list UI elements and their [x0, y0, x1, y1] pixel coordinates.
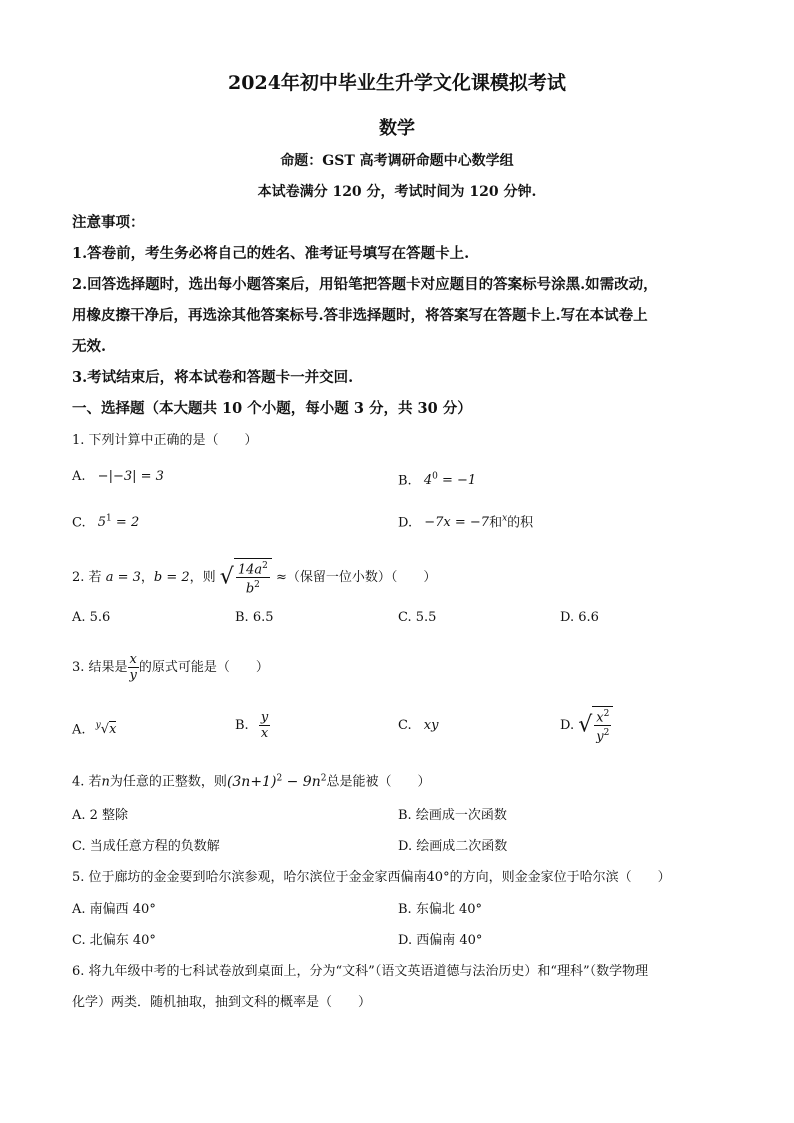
- q4-option-b: B. 绘画成一次函数: [398, 808, 507, 823]
- q2-a-eq: a = 3: [105, 569, 141, 585]
- q5-option-b: B. 东偏北 40°: [398, 902, 482, 917]
- author-line: 命题：GST 高考调研命题中心数学组: [280, 153, 514, 169]
- q2-option-c: C. 5.5: [398, 610, 437, 625]
- q4-suffix: 总是能被（ ）: [326, 774, 431, 790]
- q2-approx: ≈（保留一位小数）（ ）: [276, 569, 437, 585]
- q4-mid: 为任意的正整数，则: [109, 774, 227, 790]
- q2-option-d: D. 6.6: [560, 610, 599, 625]
- subject-title: 数学: [379, 118, 415, 139]
- q3-option-d: D. √ $\frac{x^2}{y^2}$: [560, 706, 613, 745]
- exam-title: 2024年初中毕业生升学文化课模拟考试: [228, 72, 566, 94]
- q2-radicand: $\frac{14a^2}{b^2}$: [234, 558, 272, 597]
- question-2-stem: 2. 若 a = 3，b = 2，则 √ $\frac{14a^2}{b^2}$ ≈（保留一位小数）（ ）: [72, 558, 436, 597]
- q2-option-a: A. 5.6: [72, 610, 111, 625]
- q1-option-b: B. $4^0 = -1$: [398, 472, 477, 489]
- q1-option-c: C. $5^1 = 2$: [72, 514, 140, 531]
- note-1: 1.答卷前，考生务必将自己的姓名、准考证号填写在答题卡上.: [72, 245, 470, 262]
- note-3: 3.考试结束后，将本试卷和答题卡一并交回.: [72, 369, 354, 386]
- notes-heading: 注意事项：: [72, 214, 145, 231]
- q3-option-a: A. $^y$√x: [72, 721, 117, 738]
- note-2-line-2: 用橡皮擦干净后，再选涂其他答案标号.答非选择题时，将答案写在答题卡上.写在本试卷上: [72, 307, 648, 324]
- q1-d-text2: 的积: [507, 515, 534, 531]
- q3-option-c: C. xy: [398, 718, 439, 733]
- q3-prefix: 3. 结果是: [72, 660, 128, 675]
- q5-option-c: C. 北偏东 40°: [72, 933, 156, 948]
- q3-c-label: C.: [398, 718, 412, 733]
- q3-d-label: D.: [560, 717, 575, 733]
- question-6-line-2: 化学）两类．随机抽取，抽到文科的概率是（ ）: [72, 995, 372, 1010]
- q1-b-label: B.: [398, 473, 412, 489]
- note-2-line-1: 2.回答选择题时，选出每小题答案后，用铅笔把答题卡对应题目的答案标号涂黑.如需改动，: [72, 276, 658, 293]
- question-6-line-1: 6. 将九年级中考的七科试卷放到桌面上，分为“文科”（语文英语道德与法治历史）和“理科”（数学物理: [72, 964, 649, 979]
- note-2-line-3: 无效.: [72, 338, 107, 355]
- q5-option-a: A. 南偏西 40°: [72, 902, 156, 917]
- question-1-stem: 1. 下列计算中正确的是（ ）: [72, 433, 258, 448]
- q1-d-text: 和: [489, 515, 503, 531]
- q1-option-a: A. −|−3| = 3: [72, 469, 164, 484]
- sqrt-symbol-icon: √: [578, 712, 593, 738]
- q4-option-d: D. 绘画成二次函数: [398, 839, 508, 854]
- q4-option-a: A. 2 整除: [72, 808, 129, 823]
- q3-option-b: B. $\frac{y}{x}$: [235, 710, 269, 741]
- score-time-line: 本试卷满分 120 分，考试时间为 120 分钟.: [257, 184, 537, 200]
- q2-option-b: B. 6.5: [235, 610, 274, 625]
- question-5-stem: 5. 位于廊坊的金金要到哈尔滨参观，哈尔滨位于金金家西偏南40°的方向，则金金家位于哈尔滨（ ）: [72, 870, 671, 885]
- q3-b-label: B.: [235, 718, 249, 733]
- q2-then: ，则: [189, 569, 216, 585]
- q1-option-d: D. −7x = −7和$^x$的积: [398, 514, 534, 531]
- q1-c-label: C.: [72, 515, 86, 531]
- q3-fraction: $\frac{x}{y}$: [129, 652, 137, 683]
- sqrt-symbol-icon: √: [219, 564, 234, 590]
- q3-suffix: 的原式可能是（ ）: [138, 660, 269, 675]
- q5-option-d: D. 西偏南 40°: [398, 933, 483, 948]
- q4-prefix: 4. 若: [72, 774, 102, 790]
- question-3-stem: [72, 652, 269, 683]
- q1-a-label: A.: [72, 469, 86, 484]
- q2-prefix: 2. 若: [72, 569, 102, 585]
- q3-a-label: A.: [72, 722, 86, 738]
- q1-d-label: D.: [398, 515, 413, 531]
- q2-b-eq: b = 2: [153, 569, 190, 585]
- section-heading: 一、选择题（本大题共 10 个小题，每小题 3 分，共 30 分）: [72, 400, 472, 417]
- q4-option-c: C. 当成任意方程的负数解: [72, 839, 220, 854]
- question-4-stem: 4. 若n为任意的正整数，则$(3n+1)^2 - 9n^2$总是能被（ ）: [72, 773, 431, 790]
